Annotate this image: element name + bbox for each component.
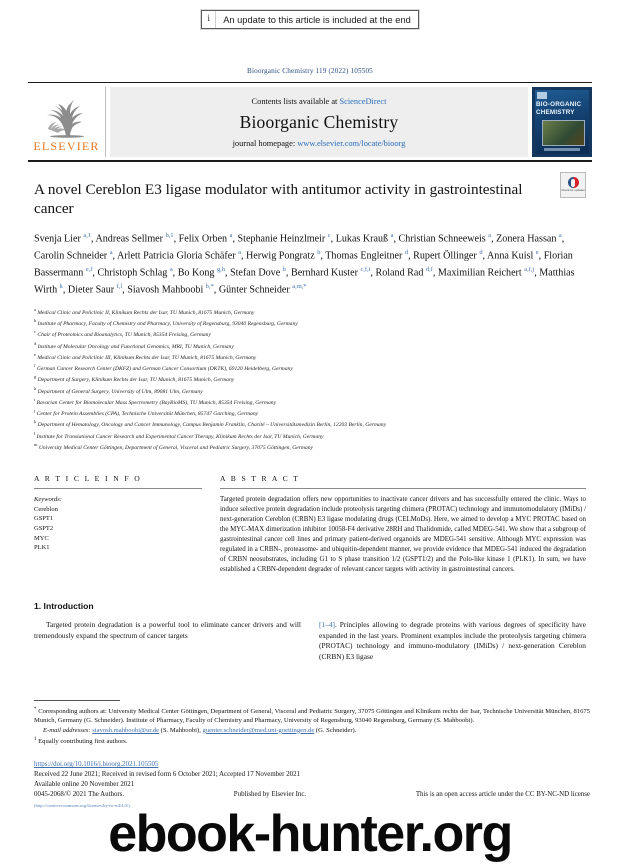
crossmark-icon bbox=[568, 177, 579, 188]
email-link-schneider[interactable]: guenter.schneider@med.uni-goettingen.de bbox=[202, 726, 315, 734]
doi-link[interactable]: https://doi.org/10.1016/j.bioorg.2021.105505 bbox=[34, 761, 159, 768]
article-info-rule bbox=[34, 488, 202, 489]
license-url-link[interactable]: (http://creativecommons.org/licenses/by-nc-nd/4.0/). bbox=[34, 803, 131, 808]
contents-list-line bbox=[252, 97, 387, 106]
author-list: Svenja Lier $^{a,1}$, Andreas Sellmer $^{b,1}$, Felix Orben $^a$, Stephanie Heinzlmeir $^c$, Lukas Krauß $^a$, Christian Schneeweis $^a$, Zonera Hassan $^a$, Carolin Schneider $^a$, Arlett Patricia Gloria Schäfer $^a$, Herwig Pongratz $^b$, Thomas Engleitner $^d$, Rupert Öllinger $^d$, Anna Kuisl $^e$, Florian Bassermann $^{e,f}$, Christoph Schlag $^a$, Bo Kong $^{g,h}$, Stefan Dove $^b$, Bernhard Kuster $^{c,f,i}$, Roland Rad $^{d,f}$, Maximilian Reichert $^{a,f,j}$, Matthias Wirth $^k$, Dieter Saur $^{f,l}$, Siavosh Mahboobi $^{b,*}$, Günter Schneider $^{a,m,*}$ bbox=[34, 232, 575, 296]
affiliation-text: German Cancer Research Center (DKFZ) and German Cancer Consortium (DKTK), 69120 Heidelberg, Germany bbox=[35, 366, 293, 372]
footnote-equal-contribution bbox=[34, 735, 590, 746]
affiliation-mark: j bbox=[34, 408, 36, 414]
keywords-label: Keywords: bbox=[34, 496, 62, 504]
affiliation-mark: h bbox=[34, 385, 37, 391]
title-row bbox=[34, 180, 586, 218]
affiliation-mark: d bbox=[34, 340, 37, 346]
affiliation-mark: e bbox=[34, 351, 36, 357]
footnote-corresponding bbox=[34, 705, 590, 726]
affiliation-text: Department of Hematology, Oncology and Cancer Immunology, Campus Benjamin Franklin, Charité – Universitätsmedizin Berlin, 12203 Berlin, Germany bbox=[36, 422, 387, 429]
update-notice-text: An update to this article is included at the end bbox=[223, 14, 411, 25]
keyword-item: GSPT2 bbox=[34, 525, 54, 533]
affiliation-text: Center for Protein Assemblies (CPA), Technische Universität München, 85747 Garching, Germany bbox=[35, 411, 259, 418]
abstract-column bbox=[220, 474, 586, 575]
affiliation-text: Department of General Surgery, University of Ulm, 89081 Ulm, Germany bbox=[36, 388, 203, 395]
cover-footmark bbox=[544, 148, 580, 151]
abstract-heading: A B S T R A C T bbox=[220, 474, 300, 484]
keyword-item: Cereblon bbox=[34, 505, 58, 513]
affiliation-mark: b bbox=[34, 318, 37, 324]
affiliation-mark: i bbox=[34, 396, 36, 402]
introduction-left-text: Targeted protein degradation is a powerful tool to eliminate cancer drivers and will tremendously expand the spectrum of cancer targets bbox=[34, 620, 301, 640]
affiliation-item bbox=[34, 441, 586, 452]
journal-homepage-line bbox=[233, 139, 406, 148]
affiliation-mark: a bbox=[34, 306, 36, 312]
email-label: E-mail addresses: bbox=[43, 726, 91, 734]
reference-link-1-4[interactable]: [1–4] bbox=[319, 620, 336, 630]
affiliation-text: University Medical Center Göttingen, Department of General, Visceral and Pediatric Surgery, 37075 Göttingen, Germany bbox=[37, 444, 314, 451]
keyword-item: PLK1 bbox=[34, 544, 50, 552]
page-title: A novel Cereblon E3 ligase modulator with antitumor activity in gastrointestinal cancer bbox=[34, 181, 523, 217]
published-by: Published by Elsevier Inc. bbox=[233, 791, 307, 798]
site-watermark: ebook-hunter.org bbox=[108, 805, 512, 863]
footnote-rule bbox=[34, 700, 120, 701]
affiliation-item bbox=[34, 430, 586, 441]
introduction-right-body: . Principles allowing to degrade proteins with various degrees of specificity have expanded in the last years. Prominent examples include the proteolysis targeting chimera (PROTAC) technology and immuno-modulatory (IMiDs) / next-generation Cereblon (CRBN) E3 ligase bbox=[319, 620, 586, 662]
journal-title: Bioorganic Chemistry bbox=[239, 111, 399, 132]
cover-topmark bbox=[537, 92, 547, 99]
journal-homepage-link[interactable]: www.elsevier.com/locate/bioorg bbox=[297, 138, 406, 148]
footnote-corresponding-text: Corresponding authors at: University Medical Center Göttingen, Department of General, Visceral and Pediatric Surgery, 37075 Göttingen and Klinikum rechts der Isar, Technische Universität München, 81675 Munich, Germany (G. Schneider). Institute of Pharmacy, Faculty of Chemistry and Pharmacy, University of Regensburg, 93040 Regensburg, Germany (S. Mahboobi). bbox=[34, 708, 590, 725]
introduction-right-column bbox=[319, 601, 586, 662]
abstract-rule bbox=[220, 488, 586, 489]
elsevier-logo bbox=[28, 87, 106, 157]
footnote-equal-mark: 1 bbox=[34, 737, 37, 743]
journal-reference-line: Bioorganic Chemistry 119 (2022) 105505 bbox=[247, 67, 373, 75]
publication-dates: Received 22 June 2021; Received in revised form 6 October 2021; Accepted 17 November 2021 bbox=[34, 771, 300, 778]
publication-available-online: Available online 20 November 2021 bbox=[34, 781, 135, 788]
journal-cover-thumbnail[interactable] bbox=[532, 87, 592, 157]
journal-masthead bbox=[28, 82, 592, 162]
affiliation-mark: l bbox=[34, 430, 36, 436]
affiliation-item bbox=[34, 373, 586, 384]
sciencedirect-link[interactable]: ScienceDirect bbox=[339, 96, 387, 106]
crossmark-badge[interactable] bbox=[560, 172, 586, 198]
footnote-equal-text: Equally contributing first authors. bbox=[38, 738, 128, 746]
affiliation-mark: c bbox=[34, 329, 36, 335]
affiliation-list bbox=[34, 306, 586, 452]
license-line bbox=[34, 790, 590, 800]
masthead-center bbox=[110, 87, 528, 157]
update-banner-container bbox=[0, 0, 620, 29]
affiliation-text: Institute of Molecular Oncology and Functional Genomics, MRI, TU Munich, Germany bbox=[36, 343, 234, 350]
affiliation-item bbox=[34, 362, 586, 373]
affiliation-text: Institute for Translational Cancer Research and Experimental Cancer Therapy, Klinikum Rechts der Isar, TU Munich, Germany bbox=[35, 433, 324, 440]
update-notice-banner[interactable] bbox=[201, 10, 419, 29]
introduction-section bbox=[34, 601, 586, 662]
affiliation-item bbox=[34, 418, 586, 429]
abstract-text: Targeted protein degradation offers new opportunities to inactivate cancer drivers and has successfully entered the clinic. Ways to induce selective protein degradation include proteolysis targeting chimera (PROTAC) technology and immunomodulatory (IMiDs) / next-generation Cereblon (CRBN) E3 ligase modulating drugs (CELMoDs). Here, we aimed to develop a MYC PROTAC based on the MYC-MAX dimerization inhibitor 10058-F4 derivative 28RH and Thalidomide, called MDEG-541. We show that a subgroup of gastrointestinal cancer cell lines and primary patient-derived organoids are MDEG-541 sensitive. Although MYC expression was regulated in a CRBN-, proteasome- and ubiquitin-dependent manner, we provide evidence that MDEG-541 induced the degradation of CRBN neosubstrates, including G1 to S phase transition 1/2 (GSPT1/2) and the Polo-like kinase 1 (PLK1). In sum, we have established a CRBN-dependent degrader of relevant cancer targets with activity in gastrointestinal cancers. bbox=[220, 496, 586, 574]
affiliation-item bbox=[34, 385, 586, 396]
elsevier-tree-icon bbox=[36, 92, 98, 138]
email-1-attribution: (S. Mahboobi), bbox=[160, 726, 201, 734]
email-2-attribution: (G. Schneider). bbox=[315, 726, 357, 734]
keywords-list bbox=[34, 505, 202, 553]
footnote-emails bbox=[34, 726, 590, 735]
affiliation-text: Bavarian Center for Biomolecular Mass Spectrometry (BayBioMS), TU Munich, 85354 Freising, Germany bbox=[35, 399, 277, 406]
affiliation-item bbox=[34, 340, 586, 351]
affiliation-item bbox=[34, 328, 586, 339]
affiliation-text: Chair of Proteomics and Bioanalytics, TU Munich, 85354 Freising, Germany bbox=[35, 332, 211, 339]
article-info-column bbox=[34, 474, 202, 575]
homepage-prefix: journal homepage: bbox=[232, 138, 298, 148]
footnotes-block bbox=[34, 700, 590, 747]
email-link-mahboobi[interactable]: siavosh.mahboobi@ur.de bbox=[92, 726, 160, 734]
affiliation-mark: g bbox=[34, 374, 37, 380]
affiliation-item bbox=[34, 407, 586, 418]
info-icon: i bbox=[202, 11, 216, 28]
affiliation-mark: f bbox=[34, 363, 36, 369]
footnote-corresponding-mark: * bbox=[34, 707, 37, 712]
affiliation-item bbox=[34, 351, 586, 362]
introduction-left-column bbox=[34, 601, 301, 662]
affiliation-item bbox=[34, 317, 586, 328]
publication-info bbox=[34, 760, 590, 811]
cover-title-text: BIO-ORGANIC CHEMISTRY bbox=[536, 101, 582, 116]
keyword-item: GSPT1 bbox=[34, 515, 54, 523]
affiliation-text: Medical Clinic and Policlinic II, Klinikum Rechts der Isar, TU Munich, 81675 Munich, Germany bbox=[35, 309, 255, 316]
affiliation-item bbox=[34, 396, 586, 407]
affiliation-text: Medical Clinic and Policlinic III, Klinikum Rechts der Isar, TU Munich, 81675 Munich, Germany bbox=[35, 354, 257, 361]
issn-copyright: 0045-2068/© 2021 The Authors. bbox=[34, 791, 125, 798]
introduction-heading: 1. Introduction bbox=[34, 601, 94, 612]
elsevier-wordmark: ELSEVIER bbox=[33, 139, 100, 153]
info-abstract-section bbox=[34, 474, 586, 575]
affiliation-text: Institute of Pharmacy, Faculty of Chemistry and Pharmacy, University of Regensburg, 93040 Regensburg, Germany bbox=[36, 320, 298, 327]
article-info-heading: A R T I C L E I N F O bbox=[34, 474, 142, 484]
cover-photo bbox=[542, 120, 585, 146]
contents-prefix: Contents lists available at bbox=[251, 96, 340, 106]
affiliation-mark: m bbox=[34, 442, 38, 447]
affiliation-item bbox=[34, 306, 586, 317]
affiliation-mark: k bbox=[34, 419, 37, 425]
crossmark-label: Check for updates bbox=[561, 188, 585, 193]
keyword-item: MYC bbox=[34, 534, 49, 542]
affiliation-text: Department of Surgery, Klinikum Rechts der Isar, TU Munich, 81675 Munich, Germany bbox=[36, 377, 235, 384]
introduction-right-text bbox=[319, 620, 586, 662]
license-text: This is an open access article under the CC BY-NC-ND license bbox=[415, 791, 590, 798]
